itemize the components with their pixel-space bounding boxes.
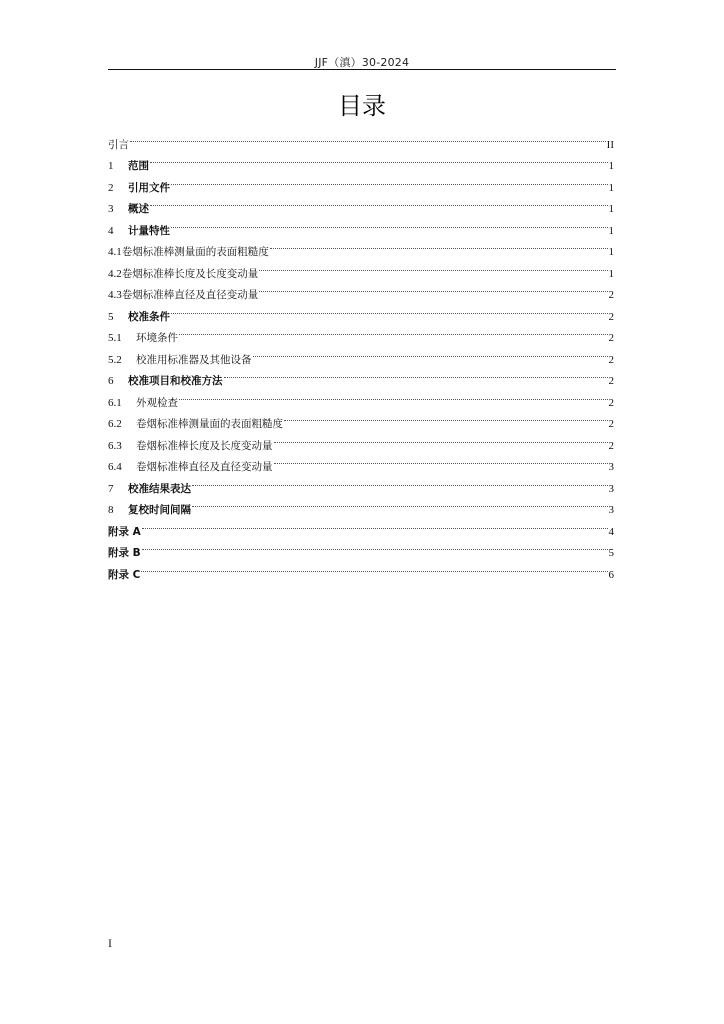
- toc-entry-label: [108, 198, 149, 221]
- toc-entry-title: 卷烟标准棒长度及长度变动量: [136, 439, 273, 452]
- toc-entry-number: 5.1: [108, 332, 122, 344]
- toc-entry-title: 引用文件: [128, 181, 170, 194]
- toc-entry-label: [108, 263, 258, 286]
- toc-entry-title: 卷烟标准棒直径及直径变动量: [121, 289, 259, 301]
- toc-entry-page: 1: [608, 181, 614, 194]
- toc-entry-label: [108, 241, 269, 264]
- toc-entry[interactable]: [108, 234, 614, 256]
- toc-entry-title: 卷烟标准棒直径及直径变动量: [136, 461, 273, 473]
- toc-dot-leader: [142, 513, 608, 535]
- toc-entry-page: 1: [608, 224, 614, 237]
- toc-entry-page: 1: [608, 246, 614, 258]
- toc-entry-label: [108, 413, 283, 436]
- toc-entry-label: [108, 220, 170, 243]
- toc-dot-leader: [259, 255, 607, 277]
- toc-entry-number: 8: [108, 504, 114, 516]
- toc-entry-label: [108, 392, 178, 415]
- toc-entry[interactable]: [108, 384, 614, 409]
- toc-dot-leader: [171, 169, 608, 191]
- toc-dot-leader: [192, 470, 608, 492]
- toc-entry[interactable]: [108, 320, 614, 342]
- toc-entry-title: 计量特性: [128, 224, 170, 237]
- toc-entry-page: 1: [608, 267, 614, 280]
- toc-entry-page: 2: [608, 353, 614, 366]
- toc-entry-title: 外观检查: [136, 396, 178, 409]
- toc-entry-page: 1: [608, 160, 614, 172]
- toc-entry-title: 卷烟标准棒长度及长度变动量: [121, 267, 259, 280]
- toc-dot-leader: [192, 492, 608, 514]
- toc-entry[interactable]: [108, 212, 614, 237]
- toc-entry-label: [108, 155, 149, 178]
- toc-dot-leader: [284, 406, 608, 428]
- toc-entry-title: 概述: [128, 203, 149, 215]
- toc-entry-page: 2: [608, 289, 614, 301]
- toc-dot-leader: [142, 535, 608, 557]
- toc-entry-label: [108, 478, 191, 501]
- page-number: I: [108, 936, 112, 950]
- toc-entry-page: 3: [608, 504, 614, 516]
- toc-entry[interactable]: [108, 513, 614, 538]
- toc-entry-number: 6.4: [108, 461, 122, 473]
- toc-entry-page: 1: [608, 203, 614, 215]
- toc-entry-number: 4.1: [108, 246, 122, 258]
- table-of-contents: [108, 126, 614, 581]
- toc-entry[interactable]: [108, 191, 614, 213]
- toc-dot-leader: [274, 427, 608, 449]
- toc-entry-label: [108, 327, 178, 350]
- toc-entry-label: [108, 134, 129, 157]
- toc-entry-title: 范围: [128, 160, 149, 172]
- toc-entry-number: 6.2: [108, 418, 122, 430]
- toc-dot-leader: [150, 191, 608, 213]
- toc-entry[interactable]: [108, 298, 614, 323]
- toc-entry[interactable]: [108, 406, 614, 428]
- toc-entry-page: II: [606, 138, 614, 151]
- toc-dot-leader: [130, 126, 606, 148]
- toc-entry-page: 3: [608, 461, 614, 473]
- toc-entry[interactable]: [108, 341, 614, 366]
- toc-dot-leader: [179, 320, 608, 342]
- toc-entry-title: 卷烟标准棒测量面的表面粗糙度: [136, 418, 283, 430]
- toc-entry-title: 校准项目和校准方法: [128, 375, 223, 387]
- toc-dot-leader: [171, 298, 608, 320]
- toc-entry-number: 4.2: [108, 267, 122, 280]
- toc-entry-page: 2: [608, 396, 614, 409]
- toc-entry-title: 附录 B: [108, 547, 141, 559]
- toc-entry-title: 校准结果表达: [128, 482, 191, 495]
- toc-entry-title: 校准用标准器及其他设备: [136, 353, 252, 366]
- toc-dot-leader: [274, 449, 608, 471]
- toc-entry[interactable]: [108, 148, 614, 170]
- toc-entry-page: 2: [608, 418, 614, 430]
- toc-entry-page: 2: [608, 310, 614, 323]
- toc-dot-leader: [179, 384, 608, 406]
- toc-entry-label: [108, 542, 141, 565]
- toc-entry-title: 卷烟标准棒测量面的表面粗糙度: [121, 246, 269, 258]
- document-code-header: JJF（滇）30-2024: [314, 56, 410, 69]
- toc-entry-number: 6: [108, 375, 114, 387]
- toc-entry-number: 4: [108, 224, 114, 237]
- toc-entry-page: 4: [608, 525, 614, 538]
- toc-dot-leader: [259, 277, 607, 299]
- toc-dot-leader: [253, 341, 608, 363]
- toc-dot-leader: [270, 234, 608, 256]
- toc-dot-leader: [224, 363, 608, 385]
- toc-entry-page: 2: [608, 332, 614, 344]
- toc-entry-number: 6.3: [108, 439, 122, 452]
- toc-entry-page: 3: [608, 482, 614, 495]
- toc-dot-leader: [150, 148, 608, 170]
- toc-dot-leader: [171, 212, 608, 234]
- toc-entry[interactable]: [108, 535, 614, 557]
- toc-entry-page: 6: [608, 568, 614, 581]
- toc-entry-title: 引言: [108, 138, 129, 151]
- toc-entry[interactable]: [108, 556, 614, 581]
- toc-entry-title: 附录 C: [108, 568, 141, 581]
- toc-entry-number: 2: [108, 181, 114, 194]
- toc-entry-number: 5: [108, 310, 114, 323]
- toc-entry-title: 环境条件: [136, 332, 178, 344]
- toc-entry-number: 5.2: [108, 353, 122, 366]
- header-divider: [108, 69, 616, 70]
- toc-entry-number: 3: [108, 203, 114, 215]
- toc-entry-page: 2: [608, 375, 614, 387]
- toc-entry-title: 校准条件: [128, 310, 170, 323]
- page-title: 目录: [338, 92, 386, 120]
- toc-entry-label: [108, 306, 170, 329]
- toc-entry-title: 附录 A: [108, 525, 141, 538]
- toc-entry[interactable]: [108, 169, 614, 194]
- toc-entry-number: 6.1: [108, 396, 122, 409]
- toc-entry-label: [108, 564, 140, 587]
- toc-entry[interactable]: [108, 126, 614, 151]
- toc-entry-number: 7: [108, 482, 114, 495]
- toc-entry-label: [108, 521, 141, 544]
- toc-entry-number: 1: [108, 160, 114, 172]
- toc-entry-title: 复校时间间隔: [128, 504, 191, 516]
- toc-entry-label: [108, 435, 273, 458]
- toc-entry-number: 4.3: [108, 289, 122, 301]
- toc-entry-page: 2: [608, 439, 614, 452]
- toc-dot-leader: [141, 556, 607, 578]
- toc-entry-page: 5: [608, 547, 614, 559]
